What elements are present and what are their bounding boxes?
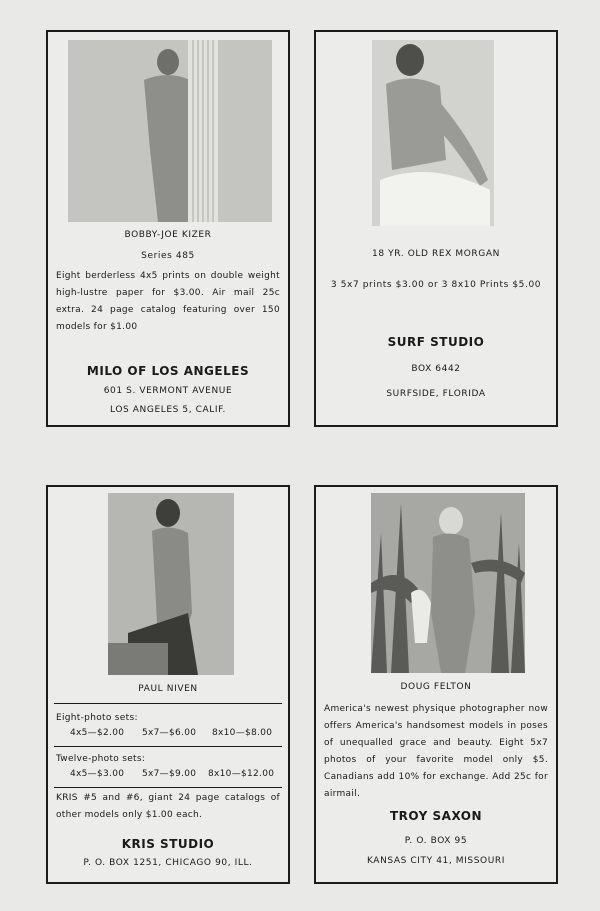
model-name: PAUL NIVEN (138, 684, 198, 694)
ad-troy-saxon (314, 485, 558, 884)
model-photo-doug-felton (371, 493, 525, 673)
set2-price-4x5: 4x5—$3.00 (70, 769, 125, 779)
divider (54, 746, 282, 747)
studio-address-line-1: P. O. BOX 95 (404, 836, 468, 846)
model-name: BOBBY-JOE KIZER (124, 230, 212, 240)
set1-price-5x7: 5x7—$6.00 (142, 728, 197, 738)
studio-name: MILO OF LOS ANGELES (86, 364, 250, 378)
model-photo-bobby-joe-kizer (68, 40, 272, 222)
studio-address-line-2: LOS ANGELES 5, CALIF. (110, 405, 226, 415)
model-photo-paul-niven (108, 493, 234, 675)
studio-address: P. O. BOX 1251, CHICAGO 90, ILL. (83, 858, 253, 868)
set1-price-4x5: 4x5—$2.00 (70, 728, 125, 738)
ad-milo-of-los-angeles (46, 30, 290, 427)
studio-address-line-1: 601 S. VERMONT AVENUE (103, 386, 233, 396)
catalog-offer: KRIS #5 and #6, giant 24 page catalogs of other models only $1.00 each. (56, 793, 280, 820)
ad-surf-studio (314, 30, 558, 427)
studio-name: KRIS STUDIO (121, 837, 215, 851)
ad-description: 3 5x7 prints $3.00 or 3 8x10 Prints $5.00 (330, 280, 542, 290)
model-name: 18 YR. OLD REX MORGAN (372, 249, 500, 259)
set1-price-8x10: 8x10—$8.00 (212, 728, 273, 738)
divider (54, 787, 282, 788)
studio-address-line-2: KANSAS CITY 41, MISSOURI (366, 856, 506, 866)
studio-address-line-1: BOX 6442 (411, 364, 461, 374)
studio-name: TROY SAXON (389, 809, 483, 823)
set2-price-5x7: 5x7—$9.00 (142, 769, 197, 779)
studio-name: SURF STUDIO (387, 335, 485, 349)
set2-label: Twelve-photo sets: (56, 754, 146, 764)
divider (54, 703, 282, 704)
ad-description: Eight berderless 4x5 prints on double weight high-lustre paper for $3.00. Air mail 25c extra. 24 page catalog featuring over 150 models for $1.00 (56, 271, 280, 332)
set2-price-8x10: 8x10—$12.00 (208, 769, 275, 779)
model-photo-rex-morgan (372, 40, 494, 226)
set1-label: Eight-photo sets: (56, 713, 138, 723)
ad-kris-studio (46, 485, 290, 884)
model-name: DOUG FELTON (400, 682, 472, 692)
ad-description: America's newest physique photographer now offers America's handsomest models in poses of unequalled grace and beauty. Eight 5x7 photos of your favorite model only $5. Canadians add 10% for exchange. Add 25c for airmail. (324, 704, 548, 799)
series-number: Series 485 (141, 251, 195, 261)
studio-address-line-2: SURFSIDE, FLORIDA (386, 389, 486, 399)
